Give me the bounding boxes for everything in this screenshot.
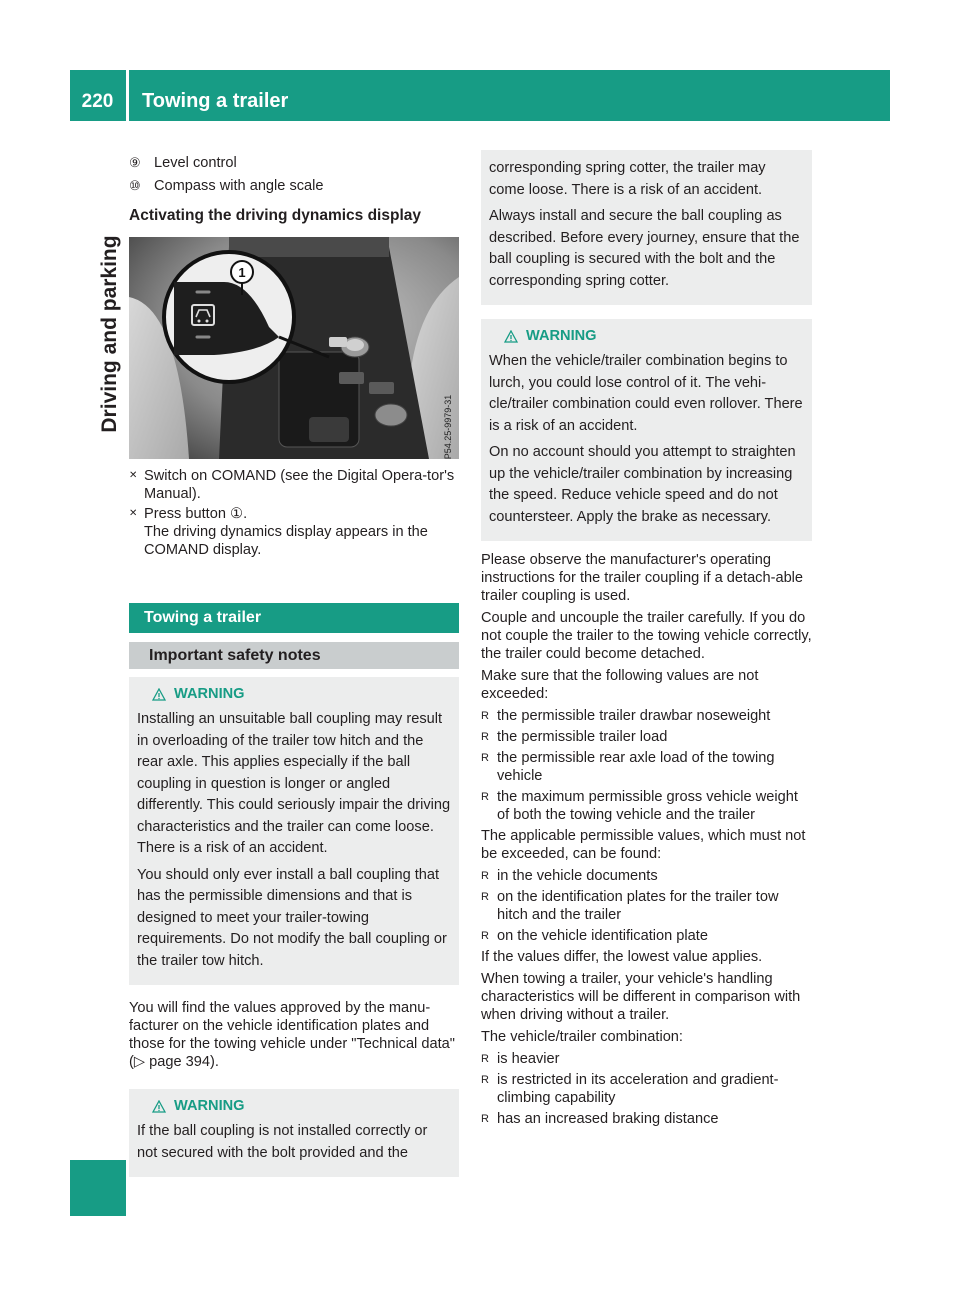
section-title-bar: Towing a trailer xyxy=(129,603,459,633)
list-item xyxy=(481,707,812,725)
bullet-icon: R xyxy=(481,1053,489,1065)
body-paragraph: If the values differ, the lowest value applies. xyxy=(481,949,763,965)
warning-label: WARNING xyxy=(174,686,245,702)
instruction-step xyxy=(129,505,459,559)
warning-triangle-icon xyxy=(152,1100,166,1113)
list-item xyxy=(481,867,812,885)
left-column xyxy=(129,154,459,1177)
page-number: 220 xyxy=(81,91,114,112)
bullet-icon: R xyxy=(481,1074,489,1086)
subsection-title-bar: Important safety notes xyxy=(129,642,459,669)
callout-label: 1 xyxy=(238,265,246,280)
warning-triangle-icon xyxy=(152,688,166,701)
list-item-text: has an increased braking distance xyxy=(497,1111,719,1127)
body-paragraph: The vehicle/trailer combination: xyxy=(481,1029,683,1045)
legend-item xyxy=(129,154,459,172)
body-paragraph: Make sure that the following values are not exceeded: xyxy=(481,668,759,702)
bullet-icon: R xyxy=(481,710,489,722)
list-item-text: the permissible trailer drawbar noseweight xyxy=(497,708,771,724)
step-text: Press button ①. xyxy=(144,506,248,522)
body-paragraph: Couple and uncouple the trailer carefully. If you do not couple the trailer to the towing vehicle correctly, the trailer could become detached. xyxy=(481,610,812,662)
list-item xyxy=(481,888,812,924)
warning-box-continued xyxy=(481,150,812,305)
bullet-icon: R xyxy=(481,752,489,764)
list-item xyxy=(481,788,812,824)
warning-text: When the vehicle/trailer combination begins to lurch, you could lose control of it. The vehi-cle/trailer combination could even rollover. There is a risk of an accident. xyxy=(489,353,803,434)
list-item xyxy=(481,1071,812,1107)
warning-text: If the ball coupling is not installed correctly or not secured with the bolt provided and the xyxy=(137,1123,428,1161)
bullet-icon: R xyxy=(481,791,489,803)
bullet-icon: R xyxy=(481,731,489,743)
warning-text: Installing an unsuitable ball coupling may result in overloading of the trailer tow hitch and the rear axle. This applies especially if the ball coupling in question is longer or angled differently. This could seriously impair the driving characteristics and the trailer can come loose. There is a risk of an accident. xyxy=(137,711,451,856)
body-paragraph: The applicable permissible values, which must not be exceeded, can be found: xyxy=(481,828,806,862)
bullet-icon: R xyxy=(481,930,489,942)
list-item-text: is restricted in its acceleration and gradient-climbing capability xyxy=(497,1072,779,1106)
bullet-icon: R xyxy=(481,1113,489,1125)
warning-box xyxy=(129,1089,459,1177)
list-item xyxy=(481,1050,812,1068)
section-heading: Activating the driving dynamics display xyxy=(129,207,421,224)
instruction-step xyxy=(129,467,459,503)
header-divider xyxy=(126,70,129,121)
list-item-text: the permissible rear axle load of the towing vehicle xyxy=(497,750,775,784)
bullet-icon: R xyxy=(481,891,489,903)
warning-text: On no account should you attempt to straighten up the vehicle/trailer combination by increasing the speed. Reduce vehicle speed and do not countersteer. Apply the brake as necessary. xyxy=(489,444,796,525)
warning-box xyxy=(129,677,459,985)
warning-label: WARNING xyxy=(526,328,597,344)
warning-text: corresponding spring cotter, the trailer may come loose. There is a risk of an accident. xyxy=(489,160,766,198)
body-paragraph: Please observe the manufacturer's operating instructions for the trailer coupling if a detach-able trailer coupling is used. xyxy=(481,552,804,604)
list-item-text: the maximum permissible gross vehicle weight of both the towing vehicle and the trailer xyxy=(497,789,798,823)
step-result: The driving dynamics display appears in the COMAND display. xyxy=(144,524,428,558)
side-marker xyxy=(70,1160,126,1216)
step-arrow-icon: ✕ xyxy=(129,470,138,481)
body-paragraph: When towing a trailer, your vehicle's handling characteristics will be different in comparison with when driving without a trailer. xyxy=(481,971,801,1023)
list-item xyxy=(481,927,812,945)
warning-triangle-icon xyxy=(504,330,518,343)
list-item-text: on the identification plates for the trailer tow hitch and the trailer xyxy=(497,889,779,923)
list-item-text: the permissible trailer load xyxy=(497,729,668,745)
legend-marker-icon: ⑩ xyxy=(129,178,141,193)
legend-text: Level control xyxy=(154,155,237,171)
page-title: Towing a trailer xyxy=(142,90,289,112)
right-column xyxy=(481,150,812,1131)
warning-label: WARNING xyxy=(174,1098,245,1114)
list-item xyxy=(481,1110,812,1128)
step-text: Switch on COMAND (see the Digital Opera-tor's Manual). xyxy=(144,468,455,502)
step-arrow-icon: ✕ xyxy=(129,508,138,519)
legend-text: Compass with angle scale xyxy=(154,178,324,194)
body-paragraph: You will find the values approved by the manu-facturer on the vehicle identification plates and those for the towing vehicle under "Technical data" (▷ page 394). xyxy=(129,1000,455,1070)
console-photo xyxy=(129,237,459,459)
list-item-text: in the vehicle documents xyxy=(497,868,658,884)
warning-text: You should only ever install a ball coupling that has the permissible dimensions and that is designed to meet your trailer-towing requirements. Do not modify the ball coupling or the trailer tow hitch. xyxy=(137,866,447,969)
list-item-text: is heavier xyxy=(497,1051,560,1067)
list-item xyxy=(481,749,812,785)
image-code: P54.25-9979-31 xyxy=(443,394,453,459)
list-item xyxy=(481,728,812,746)
legend-item xyxy=(129,177,459,195)
list-item-text: on the vehicle identification plate xyxy=(497,928,708,944)
section-label: Driving and parking xyxy=(98,235,121,433)
bullet-icon: R xyxy=(481,870,489,882)
warning-box xyxy=(481,319,812,541)
warning-text: Always install and secure the ball coupling as described. Before every journey, ensure that the ball coupling is secured with the bolt and the corresponding spring cotter. xyxy=(489,208,800,289)
legend-marker-icon: ⑨ xyxy=(129,155,141,170)
